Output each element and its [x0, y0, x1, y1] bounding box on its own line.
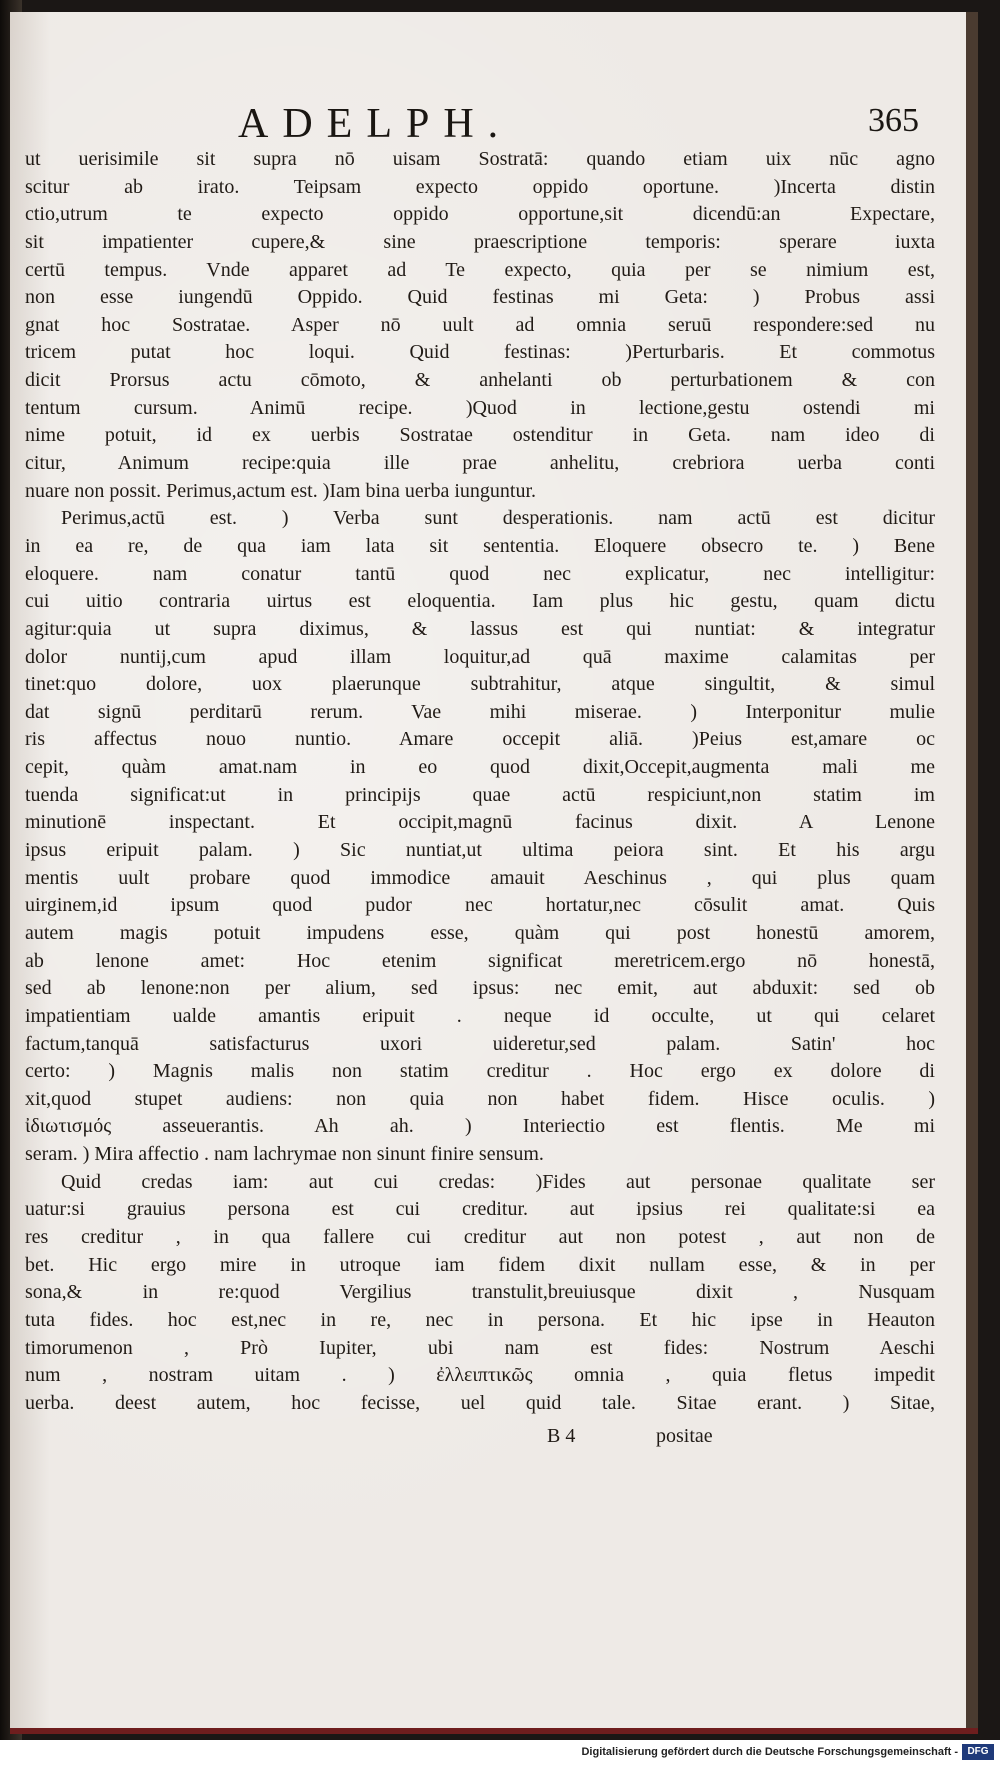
bottom-edge — [10, 1728, 978, 1734]
text-line: Perimus,actū est. ) Verba sunt desperationis. nam actū est dicitur — [61, 507, 935, 530]
text-line: tricem putat hoc loqui. Quid festinas: )Perturbaris. Et commotus — [25, 341, 935, 364]
text-line: tuenda significat:ut in principijs quae actū respiciunt,non statim im — [25, 783, 935, 806]
text-line: nime potuit, id ex uerbis Sostratae ostenditur in Geta. nam ideo di — [25, 424, 935, 447]
running-header: ADELPH. — [238, 101, 513, 147]
signature-mark: B 4 — [547, 1425, 576, 1447]
text-line: impatientiam ualde amantis eripuit . neque id occulte, ut qui celaret — [25, 1004, 935, 1027]
commentary-text — [25, 146, 935, 1417]
text-line: autem magis potuit impudens esse, quàm qui post honestū amorem, — [25, 921, 935, 944]
text-line: ut uerisimile sit supra nō uisam Sostratā: quando etiam uix nūc agno — [25, 148, 935, 170]
text-line: certū tempus. Vnde apparet ad Te expecto, quia per se nimium est, — [25, 258, 935, 281]
text-line: sit impatienter cupere,& sine praescriptione temporis: sperare iuxta — [25, 230, 935, 253]
text-line: gnat hoc Sostratae. Asper nō uult ad omnia seruū respondere:sed nu — [25, 313, 935, 336]
text-line: non esse iungendū Oppido. Quid festinas mi Geta: ) Probus assi — [25, 286, 935, 309]
text-line: bet. Hic ergo mire in utroque iam fidem dixit nullam esse, & in per — [25, 1253, 935, 1276]
text-line: timorumenon , Prò Iupiter, ubi nam est fides: Nostrum Aeschi — [25, 1336, 935, 1359]
text-line: cui uitio contraria uirtus est eloquentia. Iam plus hic gestu, quam dictu — [25, 590, 935, 613]
text-line: xit,quod stupet audiens: non quia non habet fidem. Hisce oculis. ) — [25, 1087, 935, 1110]
text-line: ctio,utrum te expecto oppido opportune,sit dicendū:an Expectare, — [25, 203, 935, 226]
page-number: 365 — [868, 102, 919, 139]
text-line: sona,& in re:quod Vergilius transtulit,breuiusque dixit , Nusquam — [25, 1281, 935, 1304]
text-line: agitur:quia ut supra diximus, & lassus est qui nuntiat: & integratur — [25, 617, 935, 640]
text-line: ris affectus nouo nuntio. Amare occepit aliā. )Peius est,amare oc — [25, 728, 935, 751]
text-line: tuta fides. hoc est,nec in re, nec in persona. Et hic ipse in Heauton — [25, 1308, 935, 1331]
text-line: num , nostram uitam . ) ἐλλειπτικῶς omnia , quia fletus impedit — [25, 1364, 935, 1387]
text-line: ab lenone amet: Hoc etenim significat meretricem.ergo nō honestā, — [25, 949, 935, 972]
text-line: sed ab lenone:non per alium, sed ipsus: nec emit, aut abduxit: sed ob — [25, 977, 935, 1000]
text-line: tinet:quo dolore, uox plaerunque subtrahitur, atque singultit, & simul — [25, 673, 935, 696]
text-line: ipsus eripuit palam. ) Sic nuntiat,ut ultima peiora sint. Et his argu — [25, 839, 935, 862]
page-edge — [966, 12, 978, 1728]
text-line: eloquere. nam conatur tantū quod nec explicatur, nec intelligitur: — [25, 562, 935, 585]
text-line: dicit Prorsus actu cōmoto, & anhelanti ob perturbationem & con — [25, 369, 935, 392]
dfg-logo: DFG — [962, 1744, 994, 1760]
text-line: seram. ) Mira affectio . nam lachrymae non sinunt finire sensum. — [25, 1143, 544, 1166]
catchword: positae — [656, 1425, 713, 1447]
text-line: dolor nuntij,cum apud illam loquitur,ad quā maxime calamitas per — [25, 645, 935, 668]
text-line: factum,tanquā satisfacturus uxori uideretur,sed palam. Satin' hoc — [25, 1032, 935, 1055]
footer-bar — [0, 1740, 1000, 1767]
text-line: tentum cursum. Animū recipe. )Quod in lectione,gestu ostendi mi — [25, 396, 935, 419]
text-line: citur, Animum recipe:quia ille prae anhelitu, crebriora uerba conti — [25, 452, 935, 475]
text-line: Quid credas iam: aut cui credas: )Fides aut personae qualitate ser — [61, 1170, 935, 1193]
text-line: cepit, quàm amat.nam in eo quod dixit,Occepit,augmenta mali me — [25, 756, 935, 779]
text-line: uatur:si grauius persona est cui creditur. aut ipsius rei qualitate:si ea — [25, 1198, 935, 1221]
text-line: minutionē inspectant. Et occipit,magnū facinus dixit. A Lenone — [25, 811, 935, 834]
text-line: ἰδιωτισμός asseuerantis. Ah ah. ) Interiectio est flentis. Me mi — [25, 1115, 935, 1138]
text-line: uirginem,id ipsum quod pudor nec hortatur,nec cōsulit amat. Quis — [25, 894, 935, 917]
text-line: nuare non possit. Perimus,actum est. )Iam bina uerba iunguntur. — [25, 479, 537, 502]
text-line: scitur ab irato. Teipsam expecto oppido oportune. )Incerta distin — [25, 175, 935, 198]
text-line: res creditur , in qua fallere cui creditur aut non potest , aut non de — [25, 1225, 935, 1248]
text-line: certo: ) Magnis malis non statim creditur . Hoc ergo ex dolore di — [25, 1060, 935, 1083]
text-line: uerba. deest autem, hoc fecisse, uel quid tale. Sitae erant. ) Sitae, — [25, 1391, 935, 1414]
funding-credit: Digitalisierung gefördert durch die Deutsche Forschungsgemeinschaft - — [581, 1746, 958, 1758]
text-line: in ea re, de qua iam lata sit sententia. Eloquere obsecro te. ) Bene — [25, 534, 935, 557]
text-line: mentis uult probare quod immodice amauit Aeschinus , qui plus quam — [25, 866, 935, 889]
text-line: dat signū perditarū rerum. Vae mihi miserae. ) Interponitur mulie — [25, 700, 935, 723]
